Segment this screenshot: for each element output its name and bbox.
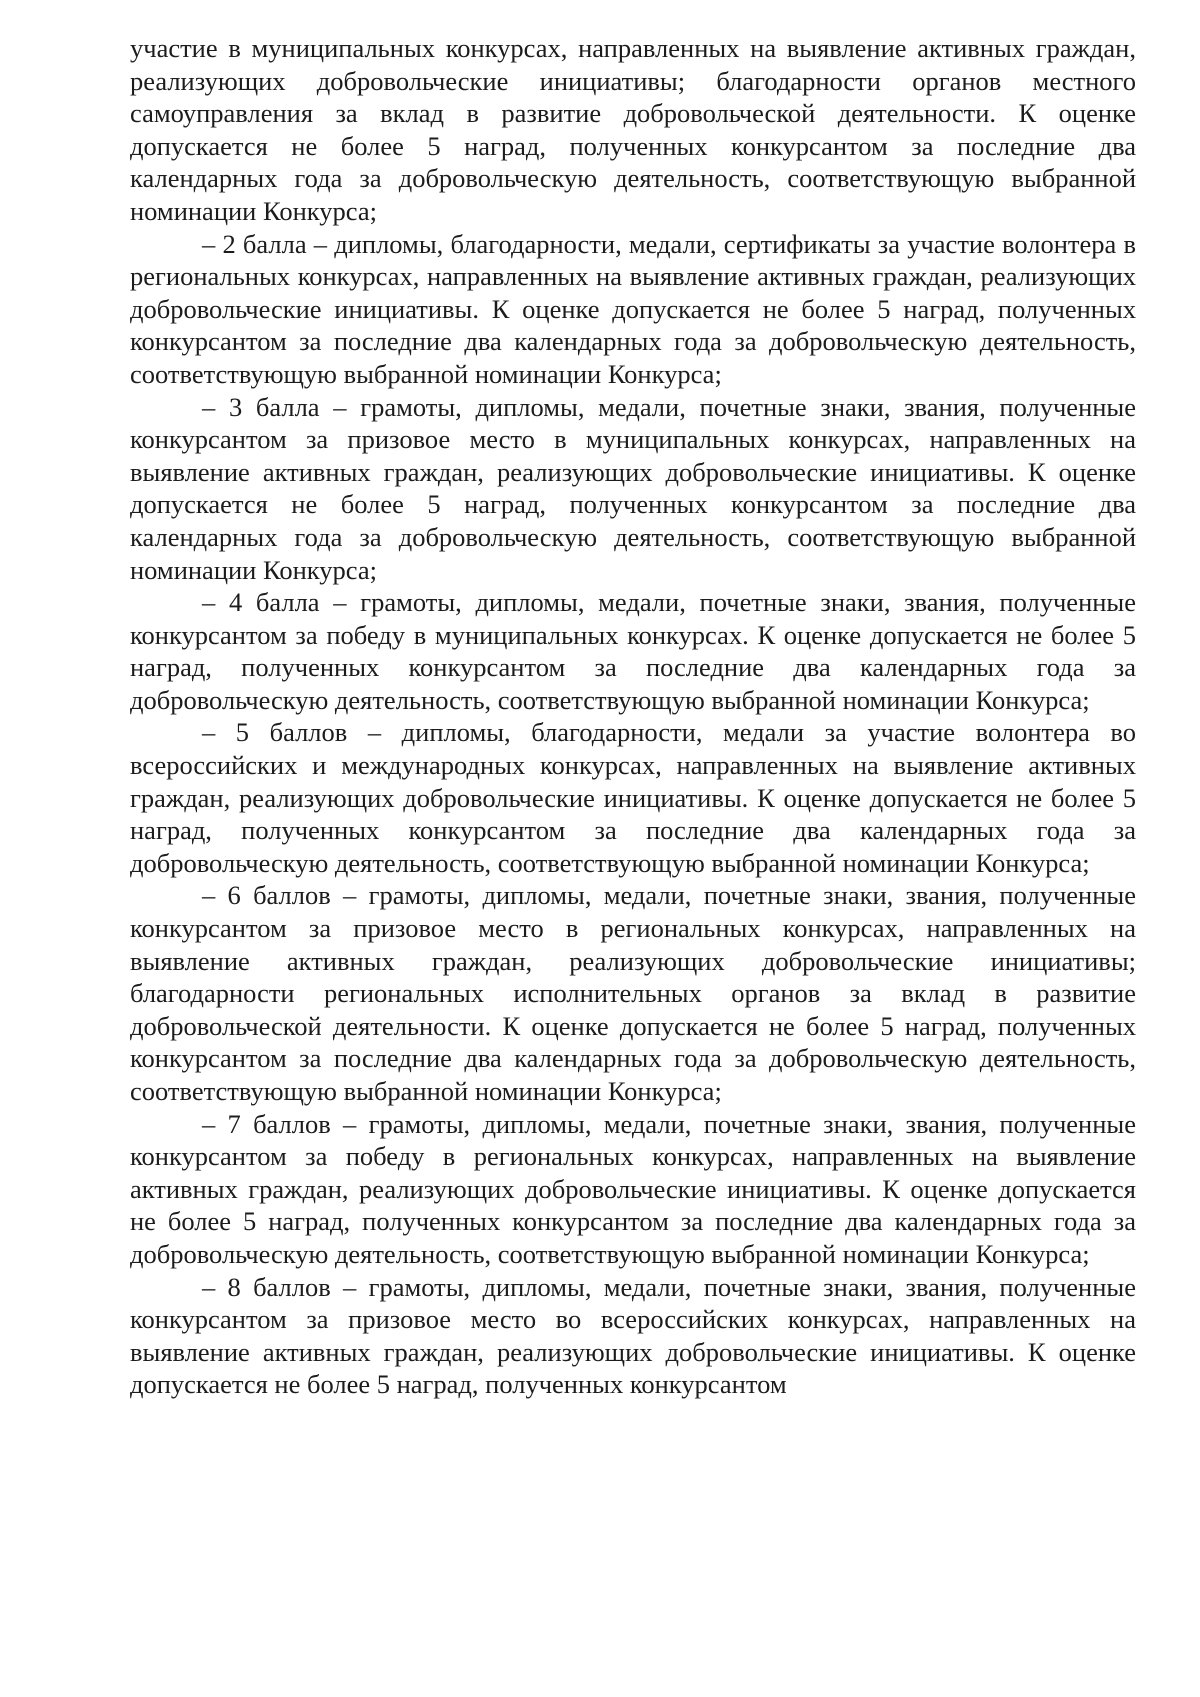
paragraph-continuation: участие в муниципальных конкурсах, направленных на выявление активных граждан, реализующих добровольческие инициативы; благодарности органов местного самоуправления за вклад в развитие добровольческой деятельности. К оценке допускается не более 5 наград, полученных конкурсантом за последние два календарных года за добровольческую деятельность, соответствующую выбранной номинации Конкурса; bbox=[130, 33, 1136, 226]
paragraph-2-points: – 2 балла – дипломы, благодарности, медали, сертификаты за участие волонтера в региональных конкурсах, направленных на выявление активных граждан, реализующих добровольческие инициативы. К оценке допускается не более 5 наград, полученных конкурсантом за последние два календарных года за добровольческую деятельность, соответствующую выбранной номинации Конкурса; bbox=[130, 228, 1136, 389]
paragraph-5-points: – 5 баллов – дипломы, благодарности, медали за участие волонтера во всероссийских и международных конкурсах, направленных на выявление активных граждан, реализующих добровольческие инициативы. К оценке допускается не более 5 наград, полученных конкурсантом за последние два календарных года за добровольческую деятельность, соответствующую выбранной номинации Конкурса; bbox=[130, 717, 1136, 878]
paragraph-7-points: – 7 баллов – грамоты, дипломы, медали, почетные знаки, звания, полученные конкурсантом за победу в региональных конкурсах, направленных на выявление активных граждан, реализующих добровольческие инициативы. К оценке допускается не более 5 наград, полученных конкурсантом за последние два календарных года за добровольческую деятельность, соответствующую выбранной номинации Конкурса; bbox=[130, 1108, 1136, 1269]
document-page bbox=[130, 32, 1136, 1401]
paragraph-8-points: – 8 баллов – грамоты, дипломы, медали, почетные знаки, звания, полученные конкурсантом за призовое место во всероссийских конкурсах, направленных на выявление активных граждан, реализующих добровольческие инициативы. К оценке допускается не более 5 наград, полученных конкурсантом bbox=[130, 1271, 1136, 1400]
paragraph-4-points: – 4 балла – грамоты, дипломы, медали, почетные знаки, звания, полученные конкурсантом за победу в муниципальных конкурсах. К оценке допускается не более 5 наград, полученных конкурсантом за последние два календарных года за добровольческую деятельность, соответствующую выбранной номинации Конкурса; bbox=[130, 587, 1136, 715]
paragraph-3-points: – 3 балла – грамоты, дипломы, медали, почетные знаки, звания, полученные конкурсантом за призовое место в муниципальных конкурсах, направленных на выявление активных граждан, реализующих добровольческие инициативы. К оценке допускается не более 5 наград, полученных конкурсантом за последние два календарных года за добровольческую деятельность, соответствующую выбранной номинации Конкурса; bbox=[130, 391, 1136, 585]
paragraph-6-points: – 6 баллов – грамоты, дипломы, медали, почетные знаки, звания, полученные конкурсантом за призовое место в региональных конкурсах, направленных на выявление активных граждан, реализующих добровольческие инициативы; благодарности региональных исполнительных органов за вклад в развитие добровольческой деятельности. К оценке допускается не более 5 наград, полученных конкурсантом за последние два календарных года за добровольческую деятельность, соответствующую выбранной номинации Конкурса; bbox=[130, 880, 1136, 1106]
